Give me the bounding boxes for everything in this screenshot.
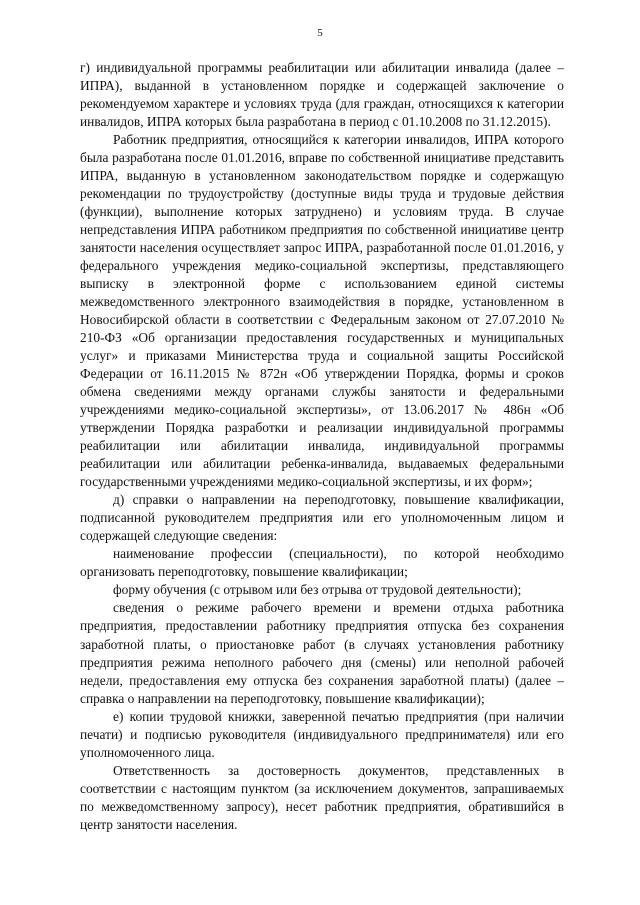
paragraph-study-form: форму обучения (с отрывом или без отрыва от трудовой деятельности); — [113, 582, 522, 598]
paragraph-item-g: г) индивидуальной программы реабилитации или абилитации инвалида (далее – ИПРА), выданной в установленном порядке и содержащей заключение о рекомендуемом характере и условиях труда (для граждан, относящихся к категории инвалидов, ИПРА которых была разработана в период с 01.10.2008 по 31.12.2015). — [80, 60, 564, 130]
page-number: 5 — [317, 27, 323, 39]
document-body — [80, 59, 564, 834]
paragraph-profession-name: наименование профессии (специальности), по которой необходимо организовать переподготовку, повышение квалификации; — [80, 546, 564, 580]
paragraph-responsibility: Ответственность за достоверность документов, представленных в соответствии с настоящим пунктом (за исключением документов, запрашиваемых по межведомственному запросу), несет работник предприятия, обратившийся в центр занятости населения. — [80, 762, 564, 832]
paragraph-item-e: е) копии трудовой книжки, заверенной печатью предприятия (при наличии печати) и подписью руководителя (индивидуального предпринимателя) или его уполномоченного лица. — [80, 708, 564, 760]
paragraph-ipra-request: Работник предприятия, относящийся к категории инвалидов, ИПРА которого была разработана после 01.01.2016, вправе по собственной инициативе представить ИПРА, выданную в установленном законодательством порядке и содержащую рекомендации по трудоустройству (доступные виды труда и трудовые действия (функции), выполнение которых затруднено) и условиям труда. В случае непредставления ИПРА работником предприятия по собственной инициативе центр занятости населения осуществляет запрос ИПРА, разработанной после 01.01.2016, у федерального учреждения медико-социальной экспертизы, представляющего выписку в электронной форме с использованием единой системы межведомственного электронного взаимодействия в порядке, установленном в Новосибирской области в соответствии с Федеральным законом от 27.07.2010 № 210-ФЗ «Об организации предоставления государственных и муниципальных услуг» и приказами Министерства труда и социальной защиты Российской Федерации от 16.11.2015 № 872н «Об утверждении Порядка, формы и сроков обмена сведениями между органами службы занятости и федеральными учреждениями медико-социальной экспертизы», от 13.06.2017 № 486н «Об утверждении Порядка разработки и реализации индивидуальной программы реабилитации или абилитации инвалида, индивидуальной программы реабилитации или абилитации ребенка-инвалида, выдаваемых федеральными государственными учреждениями медико-социальной экспертизы, и их форм»; — [80, 132, 564, 490]
paragraph-item-d: д) справки о направлении на переподготовку, повышение квалификации, подписанной руководителем предприятия или его уполномоченным лицом и содержащей следующие сведения: — [80, 492, 564, 544]
paragraph-work-schedule: сведения о режиме рабочего времени и времени отдыха работника предприятия, предоставлении работнику предприятия отпуска без сохранения заработной платы, о приостановке работ (в случаях установления работнику предприятия режима неполного рабочего дня (смены) или неполной рабочей недели, предоставления ему отпуска без сохранения заработной платы) (далее – справка о направлении на переподготовку, повышение квалификации); — [80, 600, 564, 706]
